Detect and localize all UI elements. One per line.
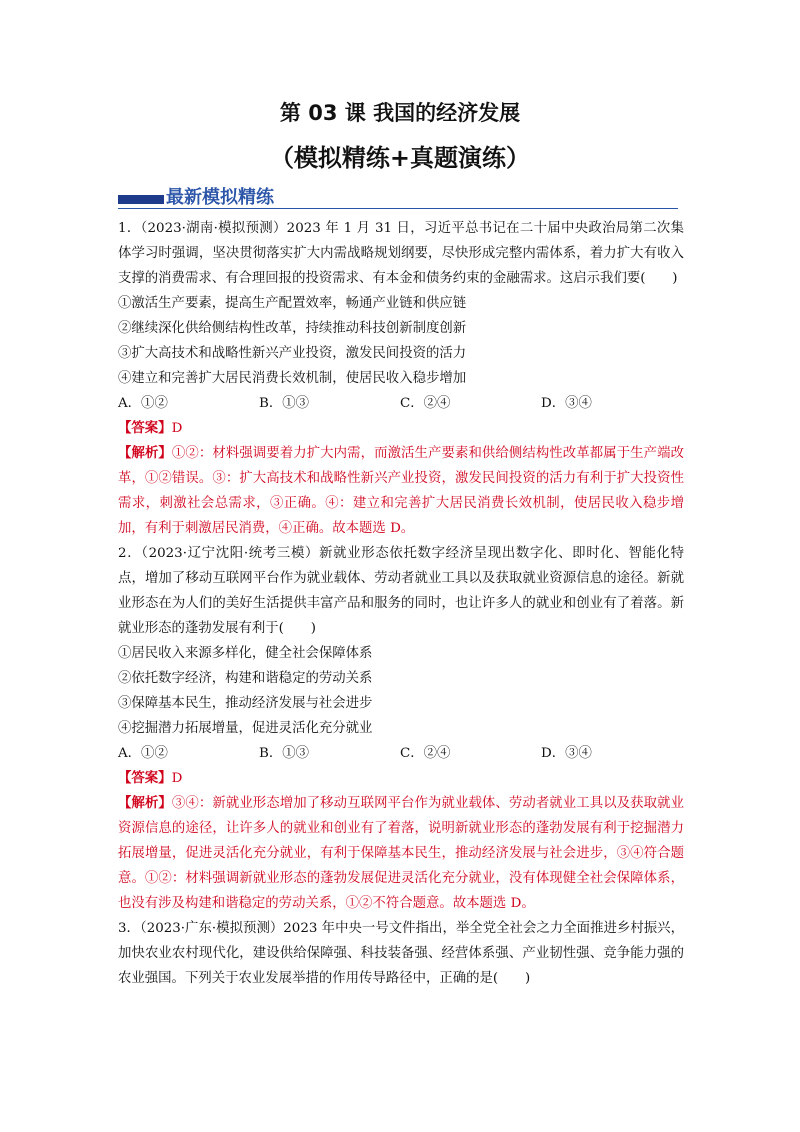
choice-c: C．②④ <box>400 396 451 411</box>
option-item: ②依托数字经济，构建和谐稳定的劳动关系 <box>118 671 373 686</box>
section-rule <box>118 208 678 209</box>
answer-label: 【答案】 <box>118 770 172 786</box>
question-list <box>118 216 684 991</box>
section-title: 最新模拟精练 <box>166 187 274 208</box>
option-item: ①激活生产要素，提高生产配置效率，畅通产业链和供应链 <box>118 296 467 311</box>
answer-line <box>118 766 684 791</box>
answer-label: 【答案】 <box>118 420 172 436</box>
explanation-label: 【解析】 <box>118 795 172 811</box>
answer-value: D <box>171 421 183 436</box>
question-stem: 1．（2023·湖南·模拟预测）2023 年 1 月 31 日，习近平总书记在二十届中央政治局第二次集体学习时强调，坚决贯彻落实扩大内需战略规划纲要，尽快形成完整内需体系，着力扩大有收入支撑的消费需求、有合理回报的投资需求、有本金和债务约束的金融需求。这启示我们要( ) <box>118 221 684 286</box>
choice-a: A．①② <box>118 396 168 411</box>
choice-row <box>118 741 684 766</box>
explanation-text: ③④：新就业形态增加了移动互联网平台作为就业载体、劳动者就业工具以及获取就业资源信息的途径，让许多人的就业和创业有了着落，说明新就业形态的蓬勃发展有利于挖掘潜力拓展增量，促进灵活化充分就业，有利于保障基本民生，推动经济发展与社会进步，③④符合题意。①②：材料强调新就业形态的蓬勃发展促进灵活化充分就业，没有体现健全社会保障体系，也没有涉及构建和谐稳定的劳动关系，①②不符合题意。故本题选 D。 <box>118 796 685 911</box>
choice-b: B．①③ <box>259 746 310 761</box>
choice-d: D．③④ <box>541 746 592 761</box>
explanation-text: ①②：材料强调要着力扩大内需，而激活生产要素和供给侧结构性改革都属于生产端改革，①②错误。③：扩大高技术和战略性新兴产业投资，激发民间投资的活力有利于扩大投资性需求，刺激社会总需求，③正确。④：建立和完善扩大居民消费长效机制，使居民收入稳步增加，有利于刺激居民消费，④正确。故本题选 D。 <box>118 446 685 536</box>
page-title: 第 03 课 我国的经济发展 <box>279 101 521 125</box>
option-item: ②继续深化供给侧结构性改革，持续推动科技创新制度创新 <box>118 321 467 336</box>
question-stem: 2．（2023·辽宁沈阳·统考三模）新就业形态依托数字经济呈现出数字化、即时化、智能化特点，增加了移动互联网平台作为就业载体、劳动者就业工具以及获取就业资源信息的途径。新就业形态在为人们的美好生活提供丰富产品和服务的同时，也让许多人的就业和创业有了着落。新就业形态的蓬勃发展有利于( ) <box>118 546 684 636</box>
option-item: ①居民收入来源多样化，健全社会保障体系 <box>118 646 373 661</box>
page-subtitle: （模拟精练+真题演练） <box>269 144 531 172</box>
question-2 <box>118 541 684 916</box>
explanation <box>118 791 684 916</box>
question-stem: 3．（2023·广东·模拟预测）2023 年中央一号文件指出，举全党全社会之力全面推进乡村振兴，加快农业农村现代化，建设供给保障强、科技装备强、经营体系强、产业韧性强、竞争能力强的农业强国。下列关于农业发展举措的作用传导路径中，正确的是( ) <box>118 921 684 986</box>
option-item: ③扩大高技术和战略性新兴产业投资，激发民间投资的活力 <box>118 346 467 361</box>
section-bar <box>118 195 164 204</box>
choice-a: A．①② <box>118 746 168 761</box>
choice-d: D．③④ <box>541 396 592 411</box>
answer-value: D <box>171 771 183 786</box>
option-item: ④挖掘潜力拓展增量，促进灵活化充分就业 <box>118 721 373 736</box>
option-item: ③保障基本民生，推动经济发展与社会进步 <box>118 696 373 711</box>
question-1 <box>118 216 684 541</box>
answer-line <box>118 416 684 441</box>
choice-b: B．①③ <box>259 396 310 411</box>
question-3 <box>118 916 684 991</box>
choice-row <box>118 391 684 416</box>
explanation-label: 【解析】 <box>118 445 172 461</box>
option-item: ④建立和完善扩大居民消费长效机制，使居民收入稳步增加 <box>118 371 467 386</box>
explanation <box>118 441 684 541</box>
section-header <box>118 183 678 211</box>
choice-c: C．②④ <box>400 746 451 761</box>
